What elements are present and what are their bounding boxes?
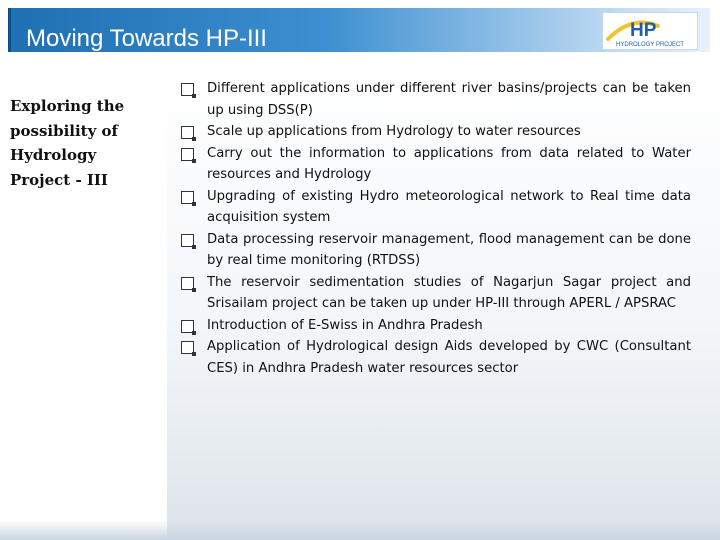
title-bar-edge xyxy=(8,8,11,52)
list-item-text: Scale up applications from Hydrology to water resources xyxy=(207,124,581,139)
slide-title: Moving Towards HP-III xyxy=(26,25,267,52)
list-item xyxy=(181,121,691,143)
checkbox-bullet-icon xyxy=(181,148,194,161)
list-item-text: Application of Hydrological design Aids developed by CWC (Consultant CES) in Andhra Pradesh water resources sector xyxy=(207,339,691,376)
list-item xyxy=(181,315,691,337)
list-item-text: Introduction of E-Swiss in Andhra Pradesh xyxy=(207,317,483,333)
list-item-text: Data processing reservoir management, flood management can be done by real time monitoring (RTDSS) xyxy=(207,231,691,268)
list-item xyxy=(181,336,691,379)
slide-header xyxy=(0,0,720,64)
list-item-text: Different applications under different river basins/projects can be taken up using DSS(P) xyxy=(207,81,691,118)
checkbox-bullet-icon xyxy=(181,320,194,333)
checkbox-bullet-icon xyxy=(181,277,194,290)
checkbox-bullet-icon xyxy=(181,234,194,247)
list-item xyxy=(181,78,691,121)
logo-caption: HYDROLOGY PROJECT xyxy=(616,42,684,48)
list-item xyxy=(181,186,691,229)
bullet-list xyxy=(181,78,691,379)
checkbox-bullet-icon xyxy=(181,126,194,139)
list-item xyxy=(181,143,691,186)
list-item xyxy=(181,272,691,315)
section-heading-line: Exploring the xyxy=(10,97,125,115)
section-heading xyxy=(10,94,150,192)
section-heading-line: possibility of xyxy=(10,121,118,140)
checkbox-bullet-icon xyxy=(181,191,194,204)
left-panel xyxy=(0,64,160,540)
section-heading-line: Project - III xyxy=(10,170,108,189)
list-item-text: Upgrading of existing Hydro meteorological network to Real time data acquisition system xyxy=(207,188,691,225)
footer-strip xyxy=(0,520,720,540)
section-heading-line: Hydrology xyxy=(10,146,97,164)
content-panel xyxy=(167,64,720,540)
hydrology-project-logo xyxy=(602,12,698,50)
checkbox-bullet-icon xyxy=(181,341,194,354)
checkbox-bullet-icon xyxy=(181,83,194,96)
logo-mark: HP xyxy=(630,20,657,41)
list-item-text: Carry out the information to applications from data related to Water resources and Hydrology xyxy=(207,145,691,182)
list-item-text: The reservoir sedimentation studies of Nagarjun Sagar project and Srisailam project can be taken up under HP-III through APERL / APSRAC xyxy=(207,274,691,311)
list-item xyxy=(181,229,691,272)
